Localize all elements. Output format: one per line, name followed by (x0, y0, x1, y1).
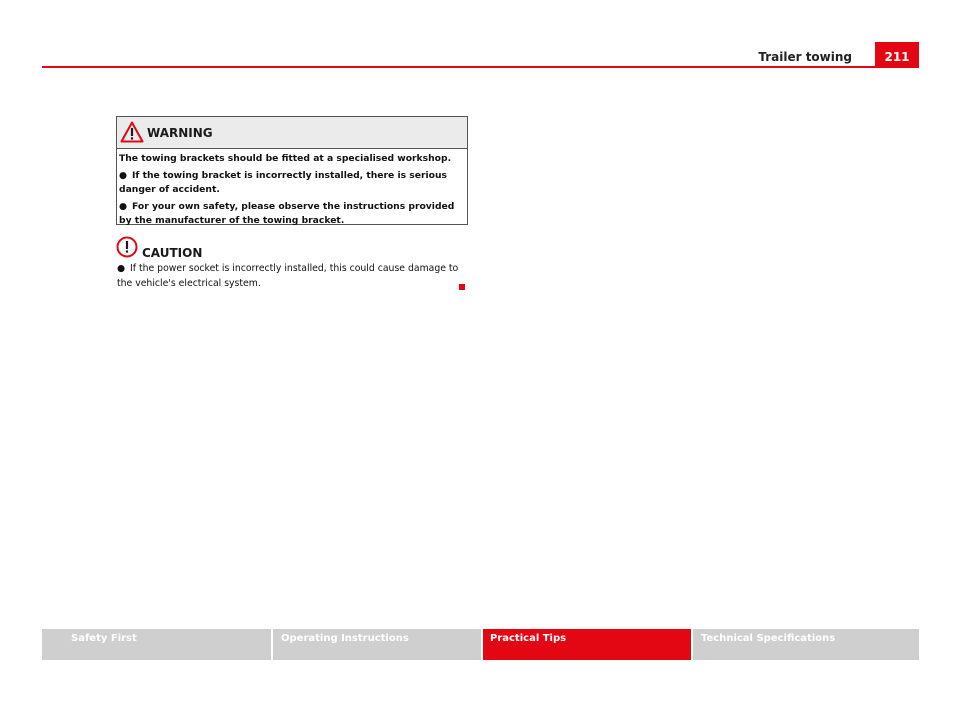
caution-title: CAUTION (142, 246, 203, 260)
warning-list-item (119, 200, 464, 229)
page-number-badge: 211 (875, 42, 919, 68)
bullet-icon: ● (119, 169, 128, 181)
warning-box (116, 116, 468, 225)
warning-list-item (119, 169, 464, 198)
section-end-marker (459, 284, 465, 290)
warning-body (117, 149, 467, 229)
bullet-icon: ● (119, 200, 128, 212)
warning-title: WARNING (147, 126, 213, 140)
footer-section-tabs (42, 629, 919, 660)
header-rule (42, 66, 919, 68)
warning-header (117, 117, 467, 149)
caution-text-content: If the power socket is incorrectly installed, this could cause damage to the vehicle's electrical system. (117, 263, 459, 289)
warning-triangle-icon (120, 121, 144, 143)
tab-practical-tips[interactable]: Practical Tips (483, 629, 691, 660)
warning-paragraph: The towing brackets should be fitted at a specialised workshop. (119, 153, 452, 164)
section-title: Trailer towing (758, 50, 852, 64)
bullet-icon: ● (117, 263, 126, 274)
caution-text (117, 262, 462, 291)
warning-list-item-text: For your own safety, please observe the instructions provided by the manufacturer of the towing bracket. (119, 200, 455, 226)
tab-safety-first[interactable]: Safety First (42, 629, 271, 660)
tab-operating-instructions[interactable]: Operating Instructions (273, 629, 481, 660)
tab-technical-specifications[interactable]: Technical Specifications (693, 629, 919, 660)
warning-list-item-text: If the towing bracket is incorrectly installed, there is serious danger of accident. (119, 169, 447, 195)
caution-exclamation-icon (116, 236, 138, 258)
